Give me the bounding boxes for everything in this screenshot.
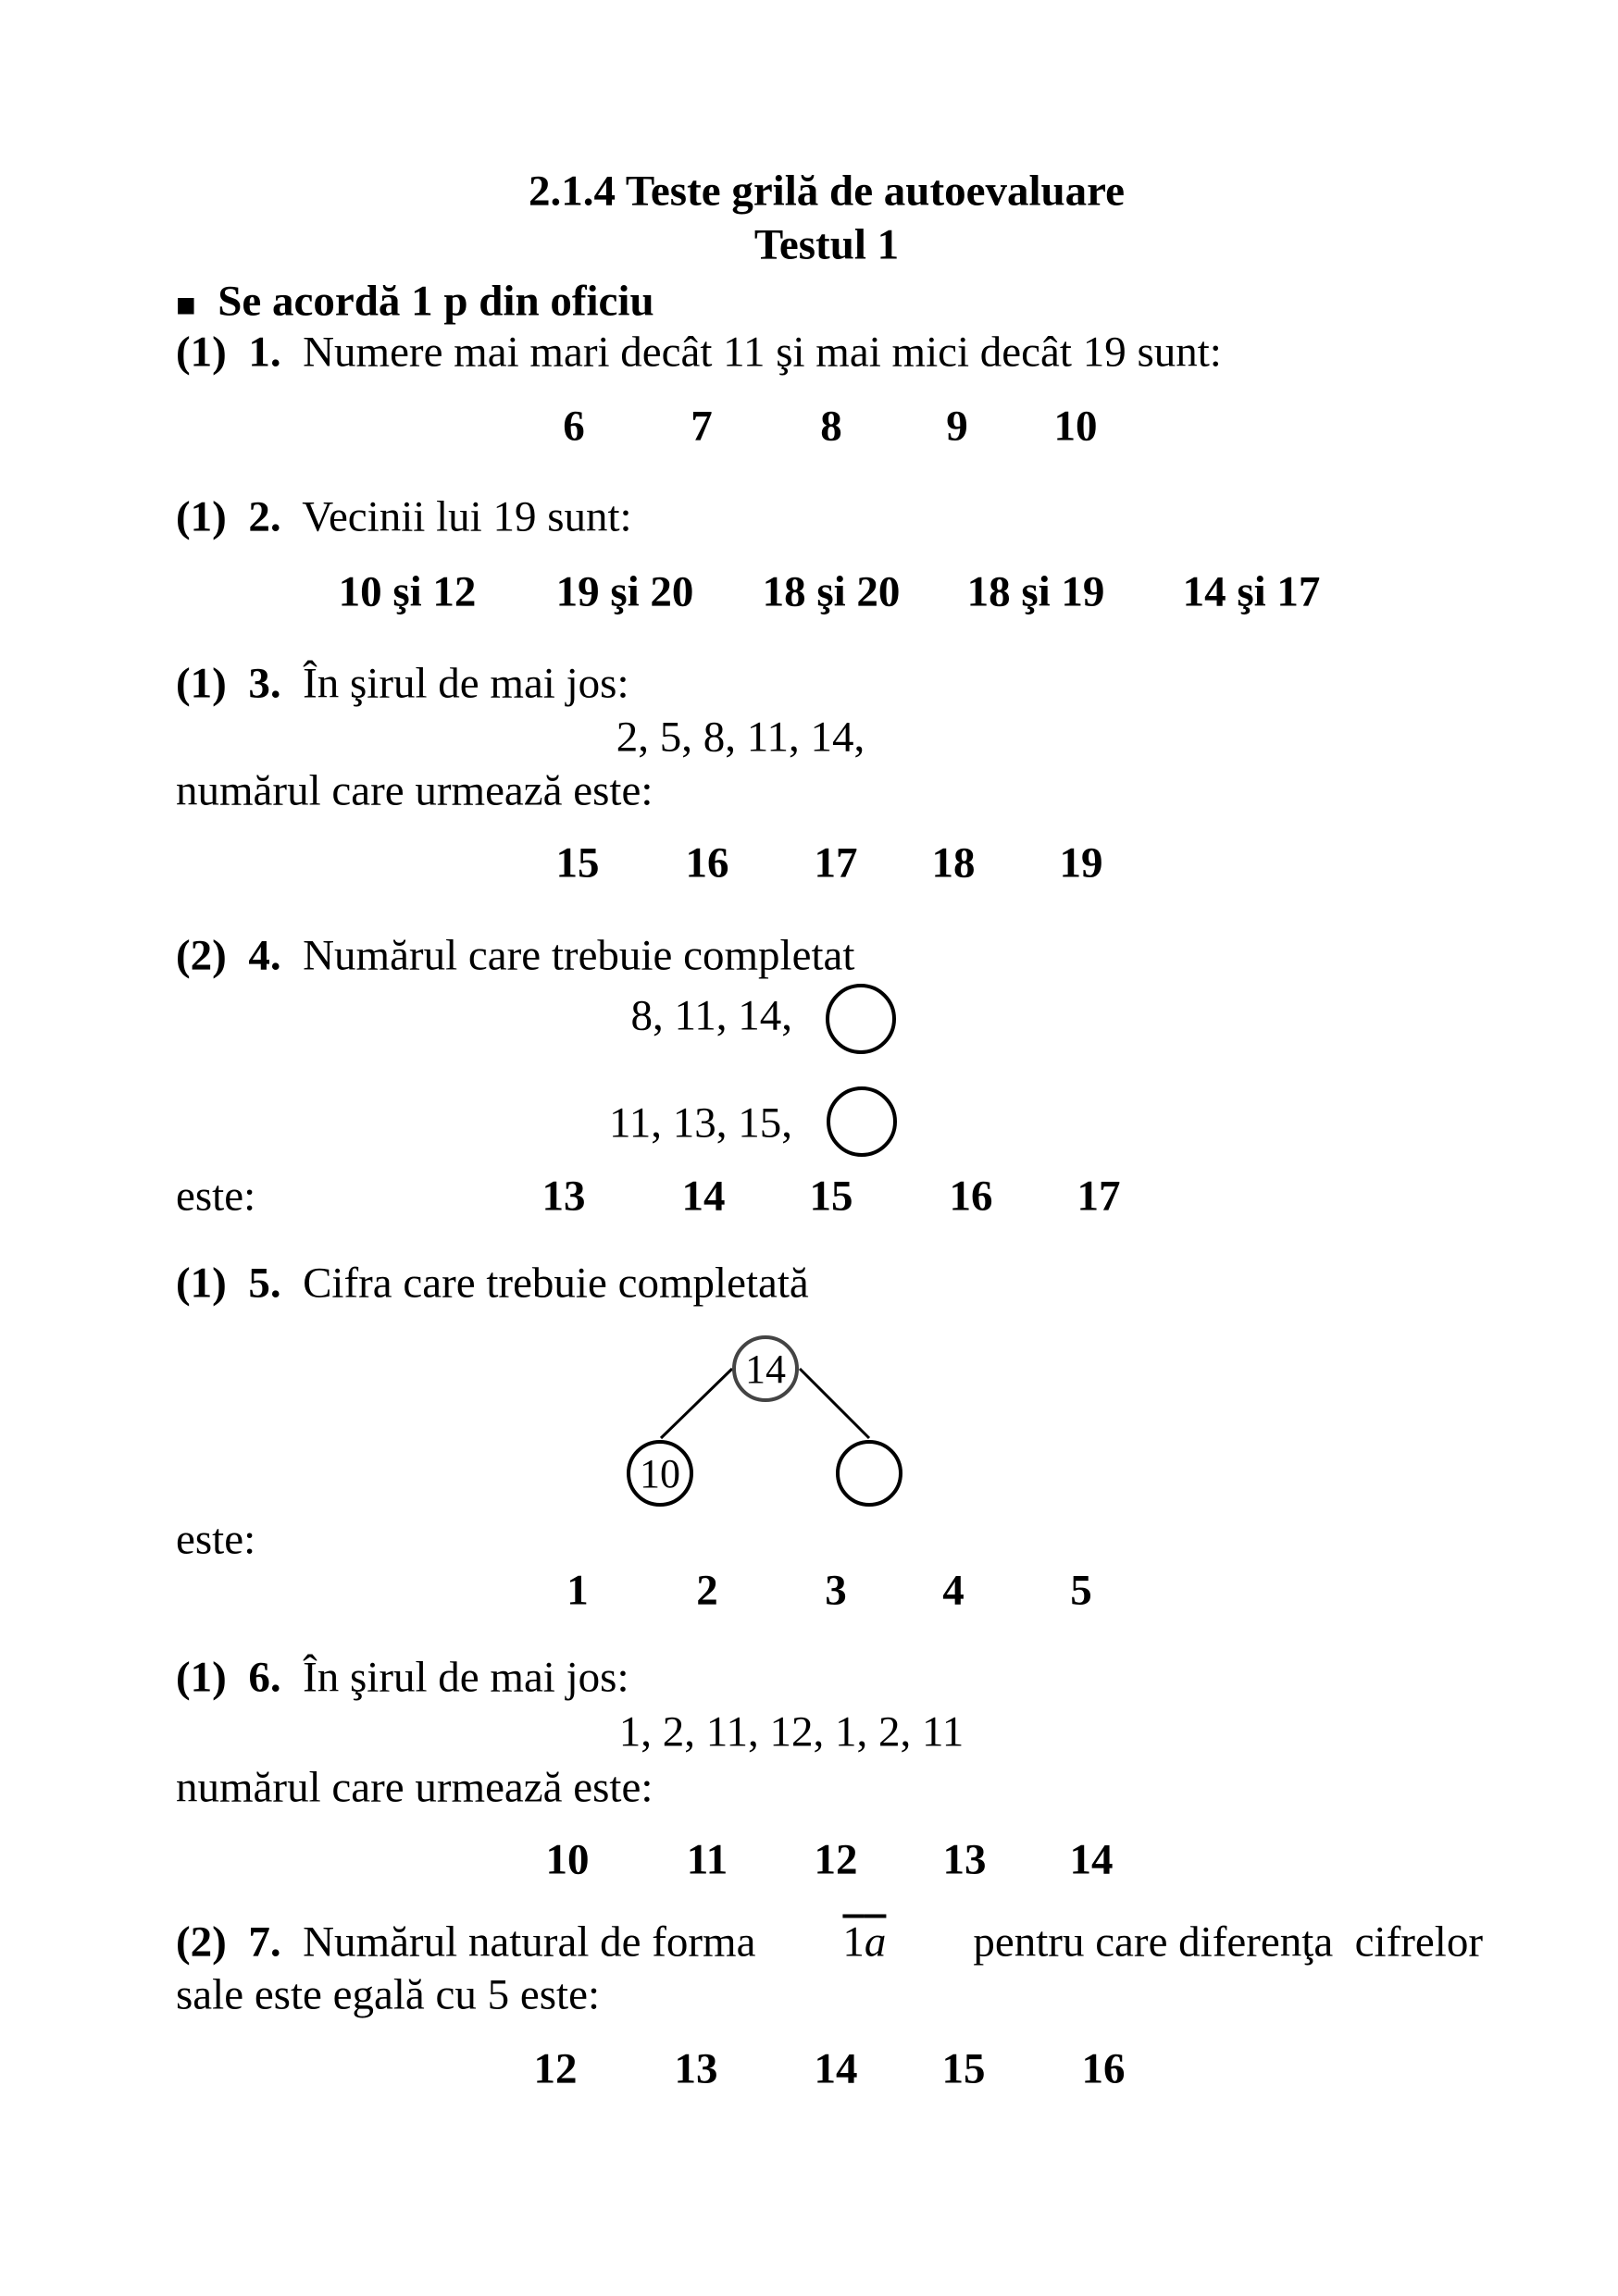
question-points: (1) [176,659,227,708]
question-points: (1) [176,492,227,541]
question-text-continued: numărul care urmează este: [176,766,653,815]
answer-option[interactable]: 12 [814,1835,858,1884]
answer-option[interactable]: 10 şi 12 [338,567,477,616]
question-number: 5. [248,1259,281,1308]
answer-option[interactable]: 10 [545,1835,590,1884]
answer-option[interactable]: 5 [1070,1566,1092,1615]
question-text: Numere mai mari decât 11 şi mai mici decât 19 sunt: [303,328,1222,377]
sequence: 11, 13, 15, [608,1098,792,1148]
question-text: pentru care diferenţa cifrelor [973,1917,1483,1967]
tree-edge-left [661,1369,732,1438]
question-points: (2) [176,931,227,980]
test-title: Testul 1 [753,220,900,269]
answer-option[interactable]: 13 [541,1172,586,1221]
answer-option[interactable]: 18 [931,838,976,887]
sequence: 8, 11, 14, [630,991,792,1040]
answer-option[interactable]: 15 [555,838,600,887]
answer-option[interactable]: 16 [1081,2044,1126,2093]
answer-option[interactable]: 14 şi 17 [1182,567,1321,616]
answer-option[interactable]: 14 [1069,1835,1114,1884]
bullet-square-icon: ■ [176,286,196,324]
answer-option[interactable]: 16 [949,1172,993,1221]
question-points: (1) [176,1259,227,1308]
tree-right-node-blank [836,1440,902,1507]
answer-option[interactable]: 16 [685,838,729,887]
overline-digit: 1 [842,1917,865,1967]
tree-edge-right [800,1369,869,1438]
answer-option[interactable]: 3 [825,1566,847,1615]
sequence: 2, 5, 8, 11, 14, [616,713,865,762]
question-text: În şirul de mai jos: [303,659,629,708]
question-points: (1) [176,1653,227,1702]
answer-option[interactable]: 18 şi 19 [966,567,1105,616]
question-number: 2. [248,492,281,541]
answer-option[interactable]: 6 [563,402,585,451]
answer-option[interactable]: 19 [1059,838,1103,887]
question-number: 4. [248,931,281,980]
answer-option[interactable]: 14 [814,2044,858,2093]
tree-root-node: 14 [732,1335,799,1402]
question-number: 3. [248,659,281,708]
answer-option[interactable]: 14 [681,1172,726,1221]
question-text-continued: numărul care urmează este: [176,1763,653,1812]
answer-option[interactable]: 4 [942,1566,965,1615]
question-text: Numărul care trebuie completat [303,931,855,980]
question-text: În şirul de mai jos: [303,1653,629,1702]
answer-option[interactable]: 17 [814,838,858,887]
question-number: 1. [248,328,281,377]
question-text: Numărul natural de forma [303,1917,756,1967]
question-text-continued: este: [176,1172,256,1221]
section-title: 2.1.4 Teste grilă de autoevaluare [528,167,1126,216]
answer-option[interactable]: 18 şi 20 [762,567,901,616]
question-number: 6. [248,1653,281,1702]
question-points: (2) [176,1917,227,1967]
answer-option[interactable]: 2 [696,1566,718,1615]
answer-option[interactable]: 11 [686,1835,728,1884]
answer-option[interactable]: 7 [691,402,713,451]
answer-option[interactable]: 13 [674,2044,718,2093]
answer-option[interactable]: 15 [941,2044,986,2093]
answer-option[interactable]: 19 şi 20 [555,567,694,616]
answer-option[interactable]: 8 [820,402,842,451]
question-points: (1) [176,328,227,377]
question-text: Vecinii lui 19 sunt: [302,492,632,541]
question-text-continued: sale este egală cu 5 este: [176,1970,601,2019]
sequence: 1, 2, 11, 12, 1, 2, 11 [618,1707,965,1756]
answer-option[interactable]: 10 [1053,402,1098,451]
answer-option[interactable]: 17 [1077,1172,1121,1221]
answer-option[interactable]: 15 [809,1172,853,1221]
question-6 [176,1653,629,1702]
question-text: Cifra care trebuie completată [303,1259,809,1308]
answer-option[interactable]: 13 [942,1835,987,1884]
answer-option[interactable]: 1 [566,1566,589,1615]
question-number: 7. [248,1917,281,1967]
answer-option[interactable]: 9 [946,402,968,451]
answer-option[interactable]: 12 [533,2044,578,2093]
overline-number [842,1917,887,1967]
tree-left-node: 10 [627,1440,693,1507]
overline-variable: a [864,1917,887,1967]
question-text-continued: este: [176,1515,256,1564]
bonus-text: Se acordă 1 p din oficiu [218,277,654,326]
question-7 [176,1917,1483,1967]
